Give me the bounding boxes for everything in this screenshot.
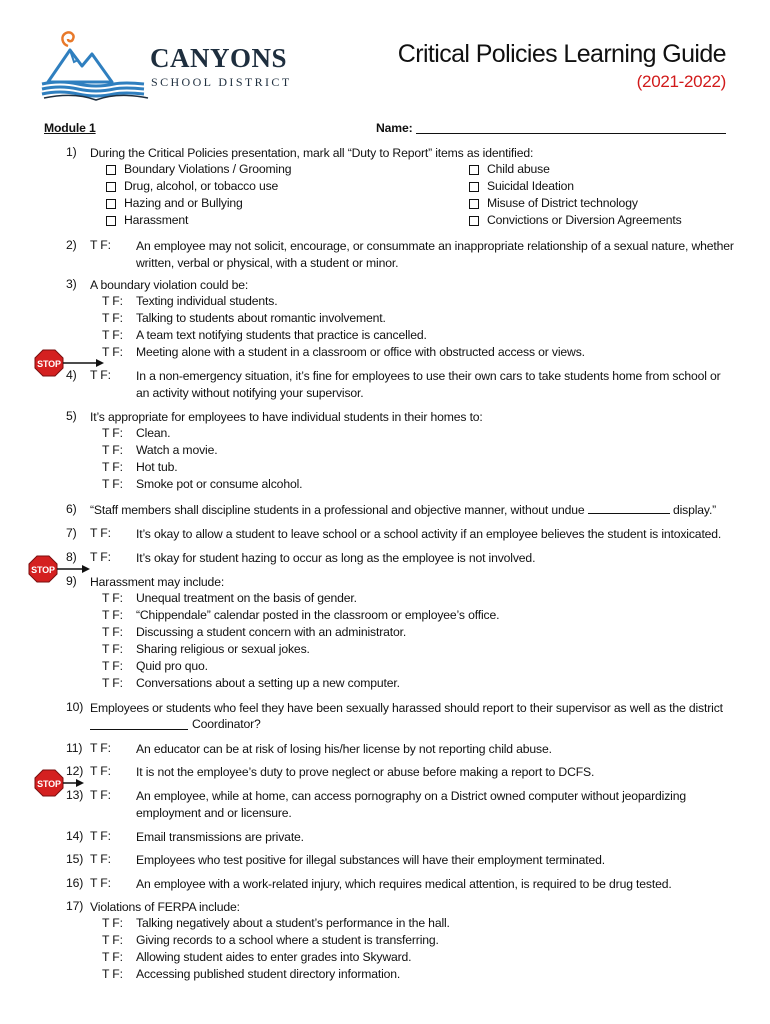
question-number: 13) [66,788,84,802]
true-false-marker[interactable]: T F: [102,345,123,359]
true-false-marker[interactable]: T F: [102,933,123,947]
true-false-marker[interactable]: T F: [102,608,123,622]
true-false-marker[interactable]: T F: [90,788,111,802]
question-text: A boundary violation could be: [90,278,249,292]
true-false-marker[interactable]: T F: [102,294,123,308]
document-title: Critical Policies Learning Guide [397,40,726,68]
true-false-marker[interactable]: T F: [90,368,111,382]
question-text: It’s appropriate for employees to have individual students in their homes to: [90,410,483,424]
question-number: 14) [66,829,84,843]
question-number: 3) [66,277,77,291]
checkbox-label: Child abuse [487,162,550,176]
question-text: An educator can be at risk of losing his/her license by not reporting child abuse. [136,742,552,756]
question-text-line-2: Coordinator? [192,717,261,731]
question-number: 15) [66,852,84,866]
true-false-marker[interactable]: T F: [102,916,123,930]
question-number: 9) [66,574,77,588]
question-text: In a non-emergency situation, it’s fine for employees to use their own cars to take students home from school or an activity without notifying your supervisor. [136,369,721,400]
true-false-marker[interactable]: T F: [102,477,123,491]
item-text: Discussing a student concern with an administrator. [136,625,407,639]
item-text: Talking to students about romantic involvement. [136,311,386,325]
question-number: 7) [66,526,77,540]
name-field-line[interactable] [416,133,726,134]
document-year: (2021-2022) [636,72,726,91]
question-number: 10) [66,700,84,714]
true-false-marker[interactable]: T F: [102,625,123,639]
item-text: Giving records to a school where a student is transferring. [136,933,439,947]
arrow-right-icon [76,779,84,787]
item-text: Meeting alone with a student in a classroom or office with obstructed access or views. [136,345,585,359]
question-text: Harassment may include: [90,575,225,589]
true-false-marker[interactable]: T F: [102,460,123,474]
question-text-line-1: Employees or students who feel they have been sexually harassed should report to their supervisor as well as the district [90,701,723,715]
logo-subtitle: SCHOOL DISTRICT [151,75,292,89]
true-false-marker[interactable]: T F: [102,950,123,964]
question-text-before: “Staff members shall discipline students in a professional and objective manner, without undue [90,503,585,517]
item-text: Accessing published student directory information. [136,967,401,981]
question-text [90,502,730,519]
item-text: Allowing student aides to enter grades into Skyward. [136,950,412,964]
question-text: It is not the employee’s duty to prove neglect or abuse before making a report to DCFS. [136,765,595,779]
stop-sign-label: STOP [37,359,61,369]
true-false-marker[interactable]: T F: [90,876,111,890]
question-number: 5) [66,409,77,423]
logo-title: CANYONS [150,43,288,73]
question-text: An employee with a work-related injury, which requires medical attention, is required to be drug tested. [136,877,672,891]
question-text: During the Critical Policies presentation, mark all “Duty to Report” items as identified: [90,146,534,160]
checkbox-label: Hazing and or Bullying [124,196,243,210]
question-number: 2) [66,238,77,252]
question-number: 17) [66,899,84,913]
true-false-marker[interactable]: T F: [102,328,123,342]
item-text: A team text notifying students that practice is cancelled. [136,328,427,342]
true-false-marker[interactable]: T F: [90,741,111,755]
true-false-marker[interactable]: T F: [102,967,123,981]
true-false-marker[interactable]: T F: [102,659,123,673]
true-false-marker[interactable]: T F: [102,311,123,325]
checkbox-label: Drug, alcohol, or tobacco use [124,179,279,193]
question-text: Email transmissions are private. [136,830,304,844]
true-false-marker[interactable]: T F: [102,591,123,605]
true-false-marker[interactable]: T F: [102,676,123,690]
question-text: Violations of FERPA include: [90,900,240,914]
question-number: 8) [66,550,77,564]
item-text: Smoke pot or consume alcohol. [136,477,303,491]
question-number: 4) [66,368,77,382]
question-number: 1) [66,145,77,159]
fill-in-blank[interactable] [90,717,188,730]
true-false-marker[interactable]: T F: [102,642,123,656]
true-false-marker[interactable]: T F: [90,526,111,540]
question-number: 6) [66,502,77,516]
item-text: Unequal treatment on the basis of gender. [136,591,357,605]
question-text: An employee may not solicit, encourage, or consummate an inappropriate relationship of a sexual nature, whether written, verbal or physical, with a student or minor. [136,239,734,270]
question-number: 12) [66,764,84,778]
question-text-after: display.” [672,503,717,517]
true-false-marker[interactable]: T F: [102,443,123,457]
stop-sign-label: STOP [37,779,61,789]
true-false-marker[interactable]: T F: [90,550,111,564]
module-label: Module 1 [44,121,96,135]
checkbox-label: Harassment [124,213,189,227]
true-false-marker[interactable]: T F: [90,764,111,778]
true-false-marker[interactable]: T F: [90,238,111,252]
arrow-right-icon [96,359,104,367]
true-false-marker[interactable]: T F: [90,829,111,843]
question-text: It’s okay for student hazing to occur as long as the employee is not involved. [136,551,536,565]
question-text: An employee, while at home, can access pornography on a District owned computer without jeopardizing employment and or licensure. [136,789,686,820]
question-text: It’s okay to allow a student to leave school or a school activity if an employee believes the student is intoxicated. [136,527,722,541]
item-text: Sharing religious or sexual jokes. [136,642,310,656]
item-text: “Chippendale” calendar posted in the classroom or employee’s office. [136,608,500,622]
item-text: Conversations about a setting up a new computer. [136,676,400,690]
fill-in-blank[interactable] [588,502,670,514]
arrow-right-icon [82,565,90,573]
true-false-marker[interactable]: T F: [102,426,123,440]
stop-sign-label: STOP [31,565,55,575]
checkbox-label: Boundary Violations / Grooming [124,162,292,176]
checkbox-label: Suicidal Ideation [487,179,574,193]
checkbox-label: Misuse of District technology [487,196,638,210]
item-text: Watch a movie. [136,443,218,457]
question-number: 16) [66,876,84,890]
name-label: Name: [376,121,413,135]
checkbox-label: Convictions or Diversion Agreements [487,213,682,227]
question-number: 11) [66,741,83,755]
question-text: Employees who test positive for illegal substances will have their employment terminated. [136,853,605,867]
item-text: Quid pro quo. [136,659,208,673]
true-false-marker[interactable]: T F: [90,852,111,866]
item-text: Clean. [136,426,171,440]
item-text: Texting individual students. [136,294,278,308]
item-text: Talking negatively about a student’s performance in the hall. [136,916,450,930]
item-text: Hot tub. [136,460,178,474]
